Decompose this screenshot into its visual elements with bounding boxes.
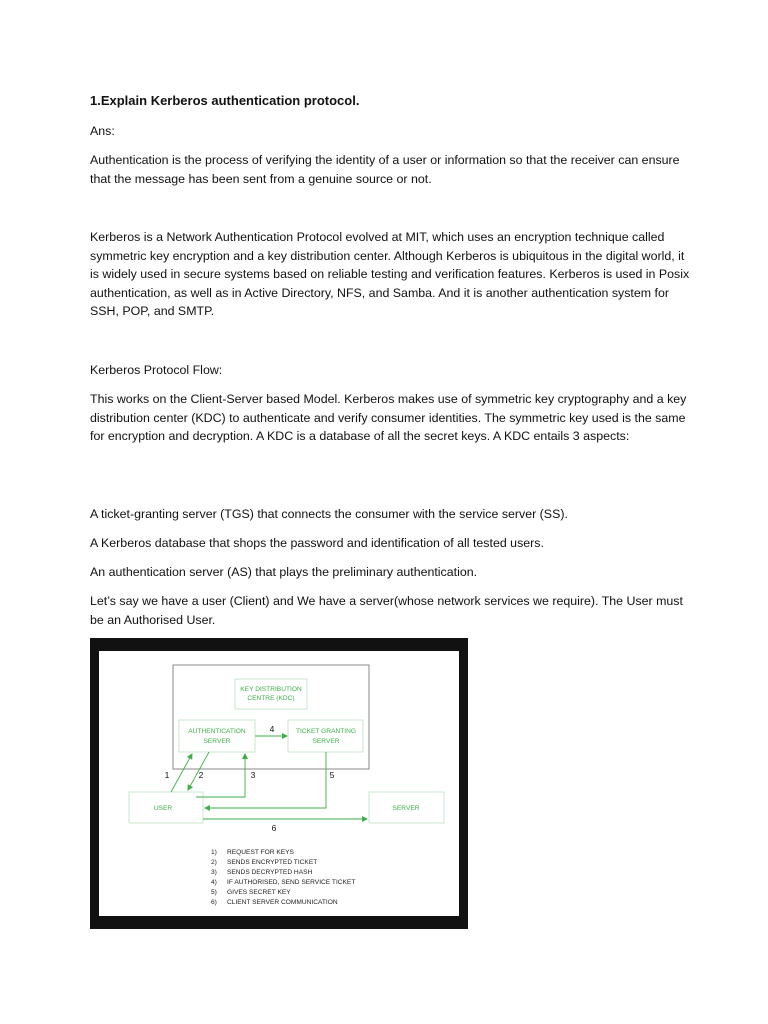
question-title: 1.Explain Kerberos authentication protocol. [90,93,360,108]
step-number-3: 3 [250,770,256,780]
paragraph-protocol-flow-heading: Kerberos Protocol Flow: [90,363,223,377]
legend-text-3: SENDS DECRYPTED HASH [227,869,313,876]
user-label: USER [153,805,173,812]
kdc-box [235,679,307,709]
legend-number-1: 1) [211,849,217,856]
kdc-label-line2: CENTRE (KDC) [247,695,295,702]
legend-number-4: 4) [211,879,217,886]
paragraph-authentication-server: An authentication server (AS) that plays the preliminary authentication. [90,565,478,579]
diagram-legend [211,849,355,906]
authentication-server-box [179,720,255,752]
paragraph-tgs: A ticket-granting server (TGS) that connects the consumer with the service server (SS). [90,507,568,521]
ticket-granting-server-label-line1: TICKET GRANTING [296,728,356,735]
kdc-label-line1: KEY DISTRIBUTION [240,686,302,693]
paragraph-authentication-definition: Authentication is the process of verifying the identity of a user or information so that the receiver can ensure that the message has been sent from a genuine source or not. [90,153,680,186]
legend-number-5: 5) [211,889,217,896]
legend-text-4: IF AUTHORISED, SEND SERVICE TICKET [227,879,356,886]
answer-label: Ans: [90,124,115,138]
arrow-step-1 [171,754,192,792]
paragraph-kerberos-intro: Kerberos is a Network Authentication Protocol evolved at MIT, which uses an encryption technique called symmetric key encryption and a key distribution center. Although Kerberos is ubiquitous in the digital world, it is widely used in secure systems based on reliable testing and verification features. Kerberos is used in Posix authentication, as well as in Active Directory, NFS, and Samba. And it is another authentication system for SSH, POP, and SMTP. [90,230,690,319]
legend-number-3: 3) [211,869,217,876]
step-number-5: 5 [329,770,335,780]
legend-text-1: REQUEST FOR KEYS [227,849,294,856]
ticket-granting-server-label-line2: SERVER [312,738,340,745]
server-label: SERVER [392,805,420,812]
paragraph-kerberos-database: A Kerberos database that shops the password and identification of all tested users. [90,536,544,550]
step-number-6: 6 [271,823,277,833]
authentication-server-label-line2: SERVER [203,738,231,745]
step-number-1: 1 [164,770,170,780]
legend-text-2: SENDS ENCRYPTED TICKET [227,859,318,866]
kdc-region [173,665,369,769]
ticket-granting-server-box [288,720,363,752]
step-number-2: 2 [198,770,204,780]
legend-text-6: CLIENT SERVER COMMUNICATION [227,899,338,906]
paragraph-client-server-model: This works on the Client-Server based Model. Kerberos makes use of symmetric key cryptography and a key distribution center (KDC) to authenticate and verify consumer identities. The symmetric key used is the same for encryption and decryption. A KDC is a database of all the secret keys. A KDC entails 3 aspects: [90,392,687,444]
legend-text-5: GIVES SECRET KEY [227,889,291,896]
legend-number-2: 2) [211,859,217,866]
kerberos-flow-diagram [90,638,468,929]
legend-number-6: 6) [211,899,217,906]
step-number-4: 4 [269,724,275,734]
paragraph-user-server: Let’s say we have a user (Client) and We have a server(whose network services we require). The User must be an Authorised User. [90,594,683,627]
authentication-server-label-line1: AUTHENTICATION [188,728,246,735]
diagram-svg [99,651,459,916]
diagram-canvas [99,651,459,916]
arrow-step-5 [205,752,326,808]
